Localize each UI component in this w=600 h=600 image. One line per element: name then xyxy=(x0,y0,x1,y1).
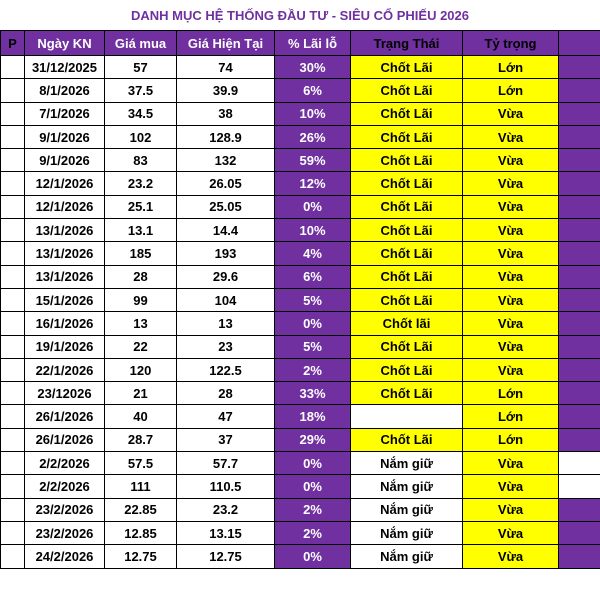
cell-lai-lo[interactable]: 29% xyxy=(275,428,351,451)
cell-index[interactable] xyxy=(1,498,25,521)
cell-gia-hien-tai[interactable]: 13.15 xyxy=(177,521,275,544)
cell-gia-mua[interactable]: 22 xyxy=(105,335,177,358)
cell-extra[interactable] xyxy=(559,102,600,125)
cell-extra[interactable] xyxy=(559,475,600,498)
cell-gia-mua[interactable]: 185 xyxy=(105,242,177,265)
cell-lai-lo[interactable]: 5% xyxy=(275,288,351,311)
cell-ngay-kn[interactable]: 9/1/2026 xyxy=(25,125,105,148)
table-row xyxy=(1,452,600,475)
cell-ngay-kn[interactable]: 19/1/2026 xyxy=(25,335,105,358)
cell-ngay-kn[interactable]: 12/1/2026 xyxy=(25,195,105,218)
cell-gia-hien-tai[interactable]: 39.9 xyxy=(177,79,275,102)
cell-gia-mua[interactable]: 83 xyxy=(105,149,177,172)
cell-gia-hien-tai[interactable]: 104 xyxy=(177,288,275,311)
cell-ty-trong[interactable]: Vừa xyxy=(463,125,559,148)
cell-index[interactable] xyxy=(1,475,25,498)
cell-ngay-kn[interactable]: 2/2/2026 xyxy=(25,452,105,475)
cell-index[interactable] xyxy=(1,521,25,544)
cell-ty-trong[interactable]: Vừa xyxy=(463,265,559,288)
cell-gia-mua[interactable]: 23.2 xyxy=(105,172,177,195)
cell-trang-thai[interactable]: Chốt Lãi xyxy=(351,149,463,172)
cell-ngay-kn[interactable]: 31/12/2025 xyxy=(25,56,105,79)
cell-ngay-kn[interactable]: 22/1/2026 xyxy=(25,358,105,381)
cell-trang-thai[interactable] xyxy=(351,405,463,428)
cell-ty-trong[interactable]: Lớn xyxy=(463,405,559,428)
cell-ngay-kn[interactable]: 8/1/2026 xyxy=(25,79,105,102)
cell-gia-hien-tai[interactable]: 47 xyxy=(177,405,275,428)
cell-ty-trong[interactable]: Vừa xyxy=(463,172,559,195)
cell-index[interactable] xyxy=(1,428,25,451)
cell-gia-hien-tai[interactable]: 26.05 xyxy=(177,172,275,195)
table-row xyxy=(1,172,600,195)
cell-extra[interactable] xyxy=(559,382,600,405)
cell-ngay-kn[interactable]: 13/1/2026 xyxy=(25,265,105,288)
cell-gia-mua[interactable]: 37.5 xyxy=(105,79,177,102)
cell-ngay-kn[interactable]: 16/1/2026 xyxy=(25,312,105,335)
cell-lai-lo[interactable]: 5% xyxy=(275,335,351,358)
cell-trang-thai[interactable]: Chốt Lãi xyxy=(351,219,463,242)
cell-gia-hien-tai[interactable]: 28 xyxy=(177,382,275,405)
cell-gia-hien-tai[interactable]: 193 xyxy=(177,242,275,265)
cell-lai-lo[interactable]: 0% xyxy=(275,195,351,218)
cell-gia-hien-tai[interactable]: 132 xyxy=(177,149,275,172)
header-cell-gia-hien-tai[interactable]: Giá Hiện Tại xyxy=(177,31,275,56)
cell-gia-hien-tai[interactable]: 38 xyxy=(177,102,275,125)
cell-extra[interactable] xyxy=(559,335,600,358)
cell-lai-lo[interactable]: 2% xyxy=(275,498,351,521)
cell-index[interactable] xyxy=(1,195,25,218)
cell-lai-lo[interactable]: 6% xyxy=(275,265,351,288)
cell-ty-trong[interactable]: Vừa xyxy=(463,242,559,265)
cell-ty-trong[interactable]: Vừa xyxy=(463,475,559,498)
cell-trang-thai[interactable]: Chốt Lãi xyxy=(351,428,463,451)
cell-gia-mua[interactable]: 12.85 xyxy=(105,521,177,544)
header-cell-ty-trong[interactable]: Tỷ trọng xyxy=(463,31,559,56)
cell-extra[interactable] xyxy=(559,358,600,381)
cell-trang-thai[interactable]: Chốt Lãi xyxy=(351,56,463,79)
cell-ngay-kn[interactable]: 23/2/2026 xyxy=(25,498,105,521)
cell-lai-lo[interactable]: 10% xyxy=(275,219,351,242)
cell-trang-thai[interactable]: Chốt Lãi xyxy=(351,288,463,311)
cell-index[interactable] xyxy=(1,102,25,125)
cell-ngay-kn[interactable]: 26/1/2026 xyxy=(25,428,105,451)
table-row xyxy=(1,475,600,498)
cell-lai-lo[interactable]: 0% xyxy=(275,545,351,568)
cell-index[interactable] xyxy=(1,335,25,358)
header-cell-trang-thai[interactable]: Trạng Thái xyxy=(351,31,463,56)
cell-index[interactable] xyxy=(1,219,25,242)
cell-lai-lo[interactable]: 4% xyxy=(275,242,351,265)
cell-gia-mua[interactable]: 102 xyxy=(105,125,177,148)
cell-gia-hien-tai[interactable]: 122.5 xyxy=(177,358,275,381)
sheet-title: DANH MỤC HỆ THỐNG ĐẦU TƯ - SIÊU CỔ PHIẾU 2026 xyxy=(0,0,600,31)
cell-ngay-kn[interactable]: 2/2/2026 xyxy=(25,475,105,498)
cell-gia-hien-tai[interactable]: 57.7 xyxy=(177,452,275,475)
cell-ty-trong[interactable]: Vừa xyxy=(463,335,559,358)
table-row xyxy=(1,265,600,288)
cell-lai-lo[interactable]: 26% xyxy=(275,125,351,148)
cell-lai-lo[interactable]: 2% xyxy=(275,521,351,544)
table-row xyxy=(1,242,600,265)
cell-gia-hien-tai[interactable]: 110.5 xyxy=(177,475,275,498)
cell-trang-thai[interactable]: Nắm giữ xyxy=(351,452,463,475)
cell-gia-hien-tai[interactable]: 25.05 xyxy=(177,195,275,218)
cell-ngay-kn[interactable]: 12/1/2026 xyxy=(25,172,105,195)
table-row xyxy=(1,195,600,218)
cell-ty-trong[interactable]: Lớn xyxy=(463,79,559,102)
table-row xyxy=(1,219,600,242)
cell-lai-lo[interactable]: 59% xyxy=(275,149,351,172)
cell-extra[interactable] xyxy=(559,428,600,451)
cell-gia-mua[interactable]: 13 xyxy=(105,312,177,335)
cell-extra[interactable] xyxy=(559,56,600,79)
cell-index[interactable] xyxy=(1,79,25,102)
cell-trang-thai[interactable]: Chốt lãi xyxy=(351,312,463,335)
cell-trang-thai[interactable]: Nắm giữ xyxy=(351,521,463,544)
cell-gia-hien-tai[interactable]: 14.4 xyxy=(177,219,275,242)
cell-lai-lo[interactable]: 0% xyxy=(275,312,351,335)
cell-gia-mua[interactable]: 22.85 xyxy=(105,498,177,521)
cell-ty-trong[interactable]: Vừa xyxy=(463,498,559,521)
cell-trang-thai[interactable]: Nắm giữ xyxy=(351,498,463,521)
table-row xyxy=(1,288,600,311)
cell-gia-mua[interactable]: 25.1 xyxy=(105,195,177,218)
cell-ngay-kn[interactable]: 23/2/2026 xyxy=(25,521,105,544)
table-row xyxy=(1,358,600,381)
cell-ty-trong[interactable]: Vừa xyxy=(463,312,559,335)
cell-extra[interactable] xyxy=(559,521,600,544)
cell-extra[interactable] xyxy=(559,265,600,288)
cell-gia-mua[interactable]: 40 xyxy=(105,405,177,428)
cell-index[interactable] xyxy=(1,405,25,428)
cell-extra[interactable] xyxy=(559,312,600,335)
cell-extra[interactable] xyxy=(559,288,600,311)
cell-gia-hien-tai[interactable]: 37 xyxy=(177,428,275,451)
cell-trang-thai[interactable]: Chốt Lãi xyxy=(351,358,463,381)
cell-index[interactable] xyxy=(1,288,25,311)
cell-index[interactable] xyxy=(1,452,25,475)
cell-ngay-kn[interactable]: 24/2/2026 xyxy=(25,545,105,568)
cell-ty-trong[interactable]: Vừa xyxy=(463,149,559,172)
cell-index[interactable] xyxy=(1,125,25,148)
cell-trang-thai[interactable]: Chốt Lãi xyxy=(351,265,463,288)
cell-ngay-kn[interactable]: 13/1/2026 xyxy=(25,219,105,242)
table-row xyxy=(1,382,600,405)
cell-ty-trong[interactable]: Vừa xyxy=(463,102,559,125)
cell-index[interactable] xyxy=(1,56,25,79)
cell-ty-trong[interactable]: Vừa xyxy=(463,288,559,311)
cell-trang-thai[interactable]: Nắm giữ xyxy=(351,545,463,568)
cell-extra[interactable] xyxy=(559,242,600,265)
cell-ty-trong[interactable]: Vừa xyxy=(463,545,559,568)
cell-extra[interactable] xyxy=(559,405,600,428)
table-row xyxy=(1,125,600,148)
cell-gia-hien-tai[interactable]: 29.6 xyxy=(177,265,275,288)
cell-extra[interactable] xyxy=(559,452,600,475)
table-row xyxy=(1,56,600,79)
cell-trang-thai[interactable]: Chốt Lãi xyxy=(351,102,463,125)
table-row xyxy=(1,405,600,428)
header-cell-lai-lo[interactable]: % Lãi lỗ xyxy=(275,31,351,56)
cell-extra[interactable] xyxy=(559,195,600,218)
table-row xyxy=(1,312,600,335)
cell-index[interactable] xyxy=(1,358,25,381)
header-cell-col0[interactable]: P xyxy=(1,31,25,56)
cell-extra[interactable] xyxy=(559,172,600,195)
cell-ngay-kn[interactable]: 15/1/2026 xyxy=(25,288,105,311)
cell-extra[interactable] xyxy=(559,149,600,172)
cell-index[interactable] xyxy=(1,242,25,265)
cell-gia-mua[interactable]: 12.75 xyxy=(105,545,177,568)
cell-trang-thai[interactable]: Chốt Lãi xyxy=(351,79,463,102)
cell-index[interactable] xyxy=(1,149,25,172)
cell-trang-thai[interactable]: Chốt Lãi xyxy=(351,242,463,265)
header-cell-ngay-kn[interactable]: Ngày KN xyxy=(25,31,105,56)
cell-gia-hien-tai[interactable]: 13 xyxy=(177,312,275,335)
cell-ngay-kn[interactable]: 26/1/2026 xyxy=(25,405,105,428)
cell-extra[interactable] xyxy=(559,125,600,148)
header-cell-extra[interactable] xyxy=(559,31,600,56)
cell-ty-trong[interactable]: Vừa xyxy=(463,521,559,544)
cell-ty-trong[interactable]: Lớn xyxy=(463,382,559,405)
cell-ty-trong[interactable]: Vừa xyxy=(463,219,559,242)
table-row xyxy=(1,149,600,172)
cell-trang-thai[interactable]: Chốt Lãi xyxy=(351,335,463,358)
table-row xyxy=(1,79,600,102)
cell-ngay-kn[interactable]: 13/1/2026 xyxy=(25,242,105,265)
table-row xyxy=(1,102,600,125)
cell-ty-trong[interactable]: Lớn xyxy=(463,56,559,79)
cell-lai-lo[interactable]: 10% xyxy=(275,102,351,125)
cell-gia-mua[interactable]: 28.7 xyxy=(105,428,177,451)
table-row xyxy=(1,498,600,521)
cell-index[interactable] xyxy=(1,172,25,195)
table-row xyxy=(1,521,600,544)
cell-index[interactable] xyxy=(1,545,25,568)
cell-extra[interactable] xyxy=(559,79,600,102)
cell-gia-hien-tai[interactable]: 128.9 xyxy=(177,125,275,148)
cell-gia-mua[interactable]: 57.5 xyxy=(105,452,177,475)
cell-gia-mua[interactable]: 34.5 xyxy=(105,102,177,125)
cell-trang-thai[interactable]: Chốt Lãi xyxy=(351,172,463,195)
cell-index[interactable] xyxy=(1,382,25,405)
cell-lai-lo[interactable]: 33% xyxy=(275,382,351,405)
cell-ty-trong[interactable]: Vừa xyxy=(463,452,559,475)
cell-lai-lo[interactable]: 2% xyxy=(275,358,351,381)
cell-ngay-kn[interactable]: 7/1/2026 xyxy=(25,102,105,125)
cell-gia-mua[interactable]: 13.1 xyxy=(105,219,177,242)
cell-gia-mua[interactable]: 111 xyxy=(105,475,177,498)
cell-gia-hien-tai[interactable]: 23.2 xyxy=(177,498,275,521)
cell-gia-mua[interactable]: 21 xyxy=(105,382,177,405)
cell-ngay-kn[interactable]: 9/1/2026 xyxy=(25,149,105,172)
header-cell-gia-mua[interactable]: Giá mua xyxy=(105,31,177,56)
cell-trang-thai[interactable]: Nắm giữ xyxy=(351,475,463,498)
cell-gia-hien-tai[interactable]: 74 xyxy=(177,56,275,79)
cell-gia-mua[interactable]: 28 xyxy=(105,265,177,288)
header-row xyxy=(1,31,600,56)
cell-gia-hien-tai[interactable]: 12.75 xyxy=(177,545,275,568)
table-row xyxy=(1,428,600,451)
cell-gia-mua[interactable]: 57 xyxy=(105,56,177,79)
cell-lai-lo[interactable]: 18% xyxy=(275,405,351,428)
cell-index[interactable] xyxy=(1,312,25,335)
cell-lai-lo[interactable]: 30% xyxy=(275,56,351,79)
cell-lai-lo[interactable]: 12% xyxy=(275,172,351,195)
cell-extra[interactable] xyxy=(559,219,600,242)
cell-ngay-kn[interactable]: 23/12026 xyxy=(25,382,105,405)
cell-trang-thai[interactable]: Chốt Lãi xyxy=(351,382,463,405)
cell-lai-lo[interactable]: 0% xyxy=(275,475,351,498)
cell-ty-trong[interactable]: Lớn xyxy=(463,428,559,451)
cell-index[interactable] xyxy=(1,265,25,288)
cell-trang-thai[interactable]: Chốt Lãi xyxy=(351,195,463,218)
cell-ty-trong[interactable]: Vừa xyxy=(463,358,559,381)
cell-lai-lo[interactable]: 0% xyxy=(275,452,351,475)
cell-gia-mua[interactable]: 120 xyxy=(105,358,177,381)
cell-lai-lo[interactable]: 6% xyxy=(275,79,351,102)
cell-ty-trong[interactable]: Vừa xyxy=(463,195,559,218)
cell-extra[interactable] xyxy=(559,498,600,521)
cell-trang-thai[interactable]: Chốt Lãi xyxy=(351,125,463,148)
cell-gia-mua[interactable]: 99 xyxy=(105,288,177,311)
cell-gia-hien-tai[interactable]: 23 xyxy=(177,335,275,358)
table-row xyxy=(1,335,600,358)
portfolio-table xyxy=(0,30,600,569)
table-row xyxy=(1,545,600,568)
cell-extra[interactable] xyxy=(559,545,600,568)
